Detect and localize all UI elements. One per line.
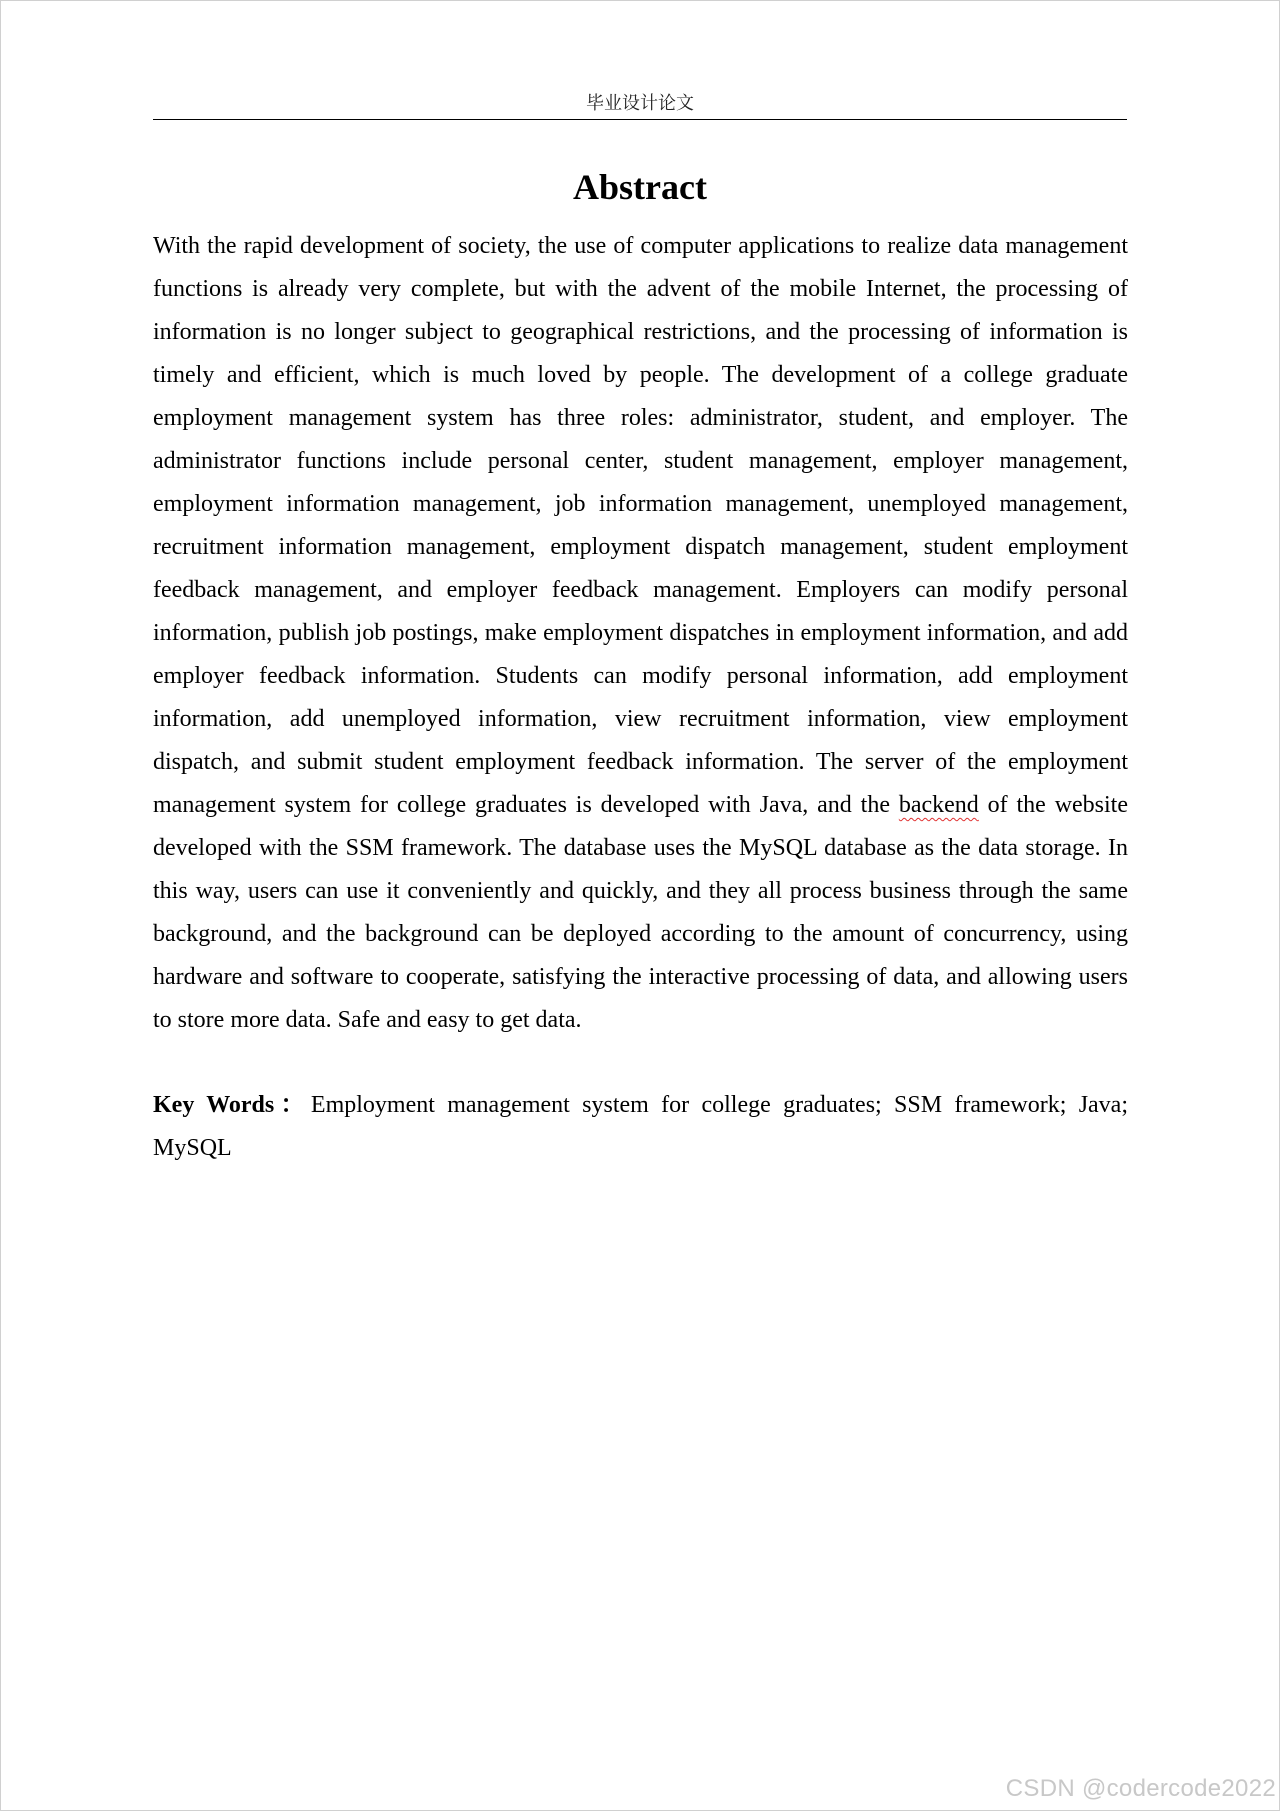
keywords-label: Key Words： xyxy=(153,1092,311,1118)
abstract-title: Abstract xyxy=(573,167,707,207)
abstract-text-part-2: of the website developed with the SSM framework. The database uses the MySQL database as the data storage. In this way, users can use it conveniently and quickly, and they all process business through the same background, and the background can be deployed according to the amount of concurrency, using hardware and software to cooperate, satisfying the interactive processing of data, and allowing users to store more data. Safe and easy to get data. xyxy=(153,792,1129,1033)
abstract-paragraph xyxy=(153,225,1128,1042)
keywords-line xyxy=(153,1084,1128,1170)
spellcheck-flagged-word[interactable]: backend xyxy=(898,792,979,818)
page-header: 毕业设计论文 xyxy=(153,93,1127,120)
abstract-text-part-1: With the rapid development of society, the use of computer applications to realize data management functions is already very complete, but with the advent of the mobile Internet, the processing of information is no longer subject to geographical restrictions, and the processing of information is timely and efficient, which is much loved by people. The development of a college graduate employment management system has three roles: administrator, student, and employer. The administrator functions include personal center, student management, employer management, employment information management, job information management, unemployed management, recruitment information management, employment dispatch management, student employment feedback management, and employer feedback management. Employers can modify personal information, publish job postings, make employment dispatches in employment information, and add employer feedback information. Students can modify personal information, add employment information, add unemployed information, view recruitment information, view employment dispatch, and submit student employment feedback information. The server of the employment management system for college graduates is developed with Java, and the xyxy=(153,233,1128,818)
keywords-text: Employment management system for college graduates; SSM framework; Java; MySQL xyxy=(153,1092,1129,1161)
csdn-watermark: CSDN @codercode2022 xyxy=(1005,1775,1276,1802)
